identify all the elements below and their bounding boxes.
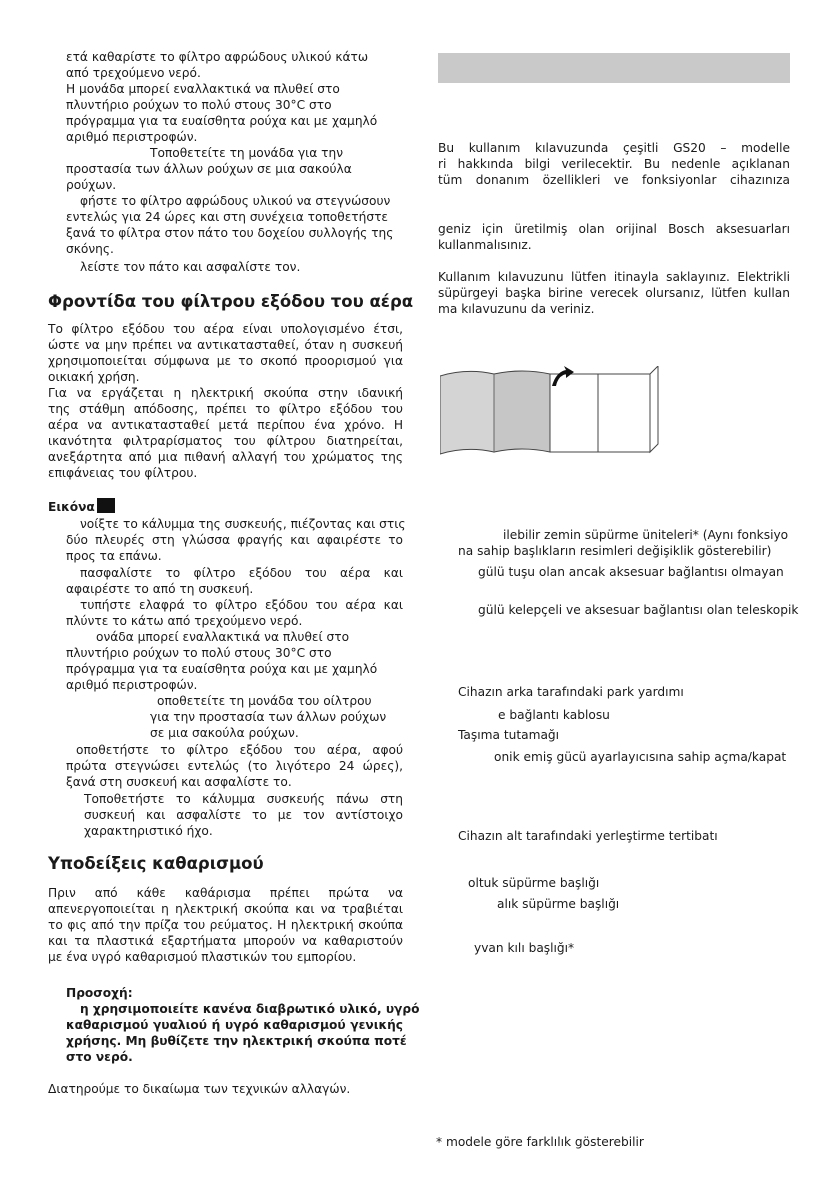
tr-list-item: alık süpürme başlığı	[497, 897, 620, 911]
tr-list-item: yvan kılı başlığı*	[474, 941, 575, 955]
step-line: αφαιρέστε το από τη συσκευή.	[66, 582, 254, 596]
step-line: πρώτα στεγνώσει εντελώς (το λιγότερο 24 ώρες),	[66, 759, 403, 773]
step-line: τυπήστε ελαφρά το φίλτρο εξόδου του αέρα και	[80, 598, 403, 612]
step-line: προς τα επάνω.	[66, 549, 162, 563]
step-line: πρόγραμμα για τα ευαίσθητα ρούχα και με χαμηλό	[66, 662, 378, 676]
paragraph-line: ώστε να μην πρέπει να αντικατασταθεί, όταν η συσκευή	[48, 338, 403, 352]
step-line: χαρακτηριστικό ήχο.	[84, 824, 213, 838]
step-line: Τοποθετήστε το κάλυμμα συσκευής πάνω στη	[84, 792, 403, 806]
paragraph-line: χρησιμοποιείται σύμφωνα με το σκοπό προορισμού για	[48, 354, 403, 368]
intro-line: πλυντήριο ρούχων το πολύ στους 30°C στο	[66, 98, 332, 112]
intro-line: από τρεχούμενο νερό.	[66, 66, 201, 80]
paragraph-line: αέρα να αντικατασταθεί μετά περίπου ένα χρόνο. Η	[48, 418, 403, 432]
intro-line: φήστε το φίλτρο αφρώδους υλικού να στεγνώσουν	[80, 194, 391, 208]
tr-list-item: Cihazın arka tarafındaki park yardımı	[458, 685, 684, 699]
tr-list-item: Taşıma tutamağı	[458, 728, 560, 742]
tr-paragraph-line: ma kılavuzunu da veriniz.	[438, 302, 595, 316]
section-heading-cleaning: Υποδείξεις καθαρισμού	[48, 854, 264, 873]
intro-line: αριθμό περιστροφών.	[66, 130, 198, 144]
tr-paragraph-line: geniz için üretilmiş olan orijinal Bosch aksesuarları	[438, 222, 790, 236]
paragraph-line: της στάθμη απόδοσης, πρέπει το φίλτρο εξόδου του	[48, 402, 403, 416]
tr-paragraph-line: tüm donanım özellikleri ve fonksiyonlar cihazınıza	[438, 173, 790, 187]
step-line: συσκευή και ασφαλίστε το με τον αντίστοιχο	[84, 808, 403, 822]
caution-line: στο νερό.	[66, 1050, 133, 1064]
tr-list-item: gülü kelepçeli ve aksesuar bağlantısı olan teleskopik	[478, 603, 799, 617]
tr-list-item: e bağlantı kablosu	[498, 708, 610, 722]
figure-number-box	[97, 498, 115, 513]
tr-paragraph-line: Kullanım kılavuzunu lütfen itinayla saklayınız. Elektrikli	[438, 270, 790, 284]
caution-title: Προσοχή:	[66, 986, 133, 1000]
step-line: πλύντε το κάτω από τρεχούμενο νερό.	[66, 614, 303, 628]
section-heading-air-filter: Φροντίδα του φίλτρου εξόδου του αέρα	[48, 292, 414, 311]
step-line: πλυντήριο ρούχων το πολύ στους 30°C στο	[66, 646, 332, 660]
paragraph-line: με ένα υγρό καθαρισμού πλαστικών του εμπορίου.	[48, 950, 357, 964]
step-line: για την προστασία των άλλων ρούχων	[150, 710, 387, 724]
intro-line: Η μονάδα μπορεί εναλλακτικά να πλυθεί στο	[66, 82, 340, 96]
paragraph-line: και τα πλαστικά εξαρτήματα μπορούν να καθαριστούν	[48, 934, 403, 948]
figure-label: Εικόνα	[48, 500, 95, 514]
paragraph-line: ανεξάρτητα από μια πιθανή αλλαγή του χρώματος της	[48, 450, 403, 464]
intro-line: Τοποθετείτε τη μονάδα για την	[150, 146, 344, 160]
paragraph-line: επιφάνειας του φίλτρου.	[48, 466, 198, 480]
intro-line: σκόνης.	[66, 242, 114, 256]
intro-line: λείστε τον πάτο και ασφαλίστε τον.	[80, 260, 301, 274]
paragraph-line: Το φίλτρο εξόδου του αέρα είναι υπολογισμένο έτσι,	[48, 322, 403, 336]
footer-note: Διατηρούμε το δικαίωμα των τεχνικών αλλαγών.	[48, 1082, 351, 1096]
intro-line: ξανά το φίλτρα στον πάτο του δοχείου συλλογής της	[66, 226, 394, 240]
paragraph-line: απενεργοποιείται η ηλεκτρική σκούπα και να τραβιέται	[48, 902, 403, 916]
step-line: αριθμό περιστροφών.	[66, 678, 198, 692]
intro-line: ετά καθαρίστε το φίλτρο αφρώδους υλικού κάτω	[66, 50, 369, 64]
paragraph-line: Πριν από κάθε καθάρισμα πρέπει πρώτα να	[48, 886, 403, 900]
intro-line: προστασία των άλλων ρούχων σε μια σακούλα	[66, 162, 352, 176]
tr-paragraph-line: süpürgeyi başka birine verecek olursanız, lütfen kullan	[438, 286, 790, 300]
tr-list-item: onik emiş gücü ayarlayıcısına sahip açma/kapat	[494, 750, 787, 764]
step-line: οποθετήστε το φίλτρο εξόδου του αέρα, αφού	[76, 743, 403, 757]
paragraph-line: Για να εργάζεται η ηλεκτρική σκούπα στην ιδανική	[48, 386, 403, 400]
intro-line: εντελώς για 24 ώρες και στη συνέχεια τοποθετήστε	[66, 210, 388, 224]
tr-list-item: na sahip başlıkların resimleri değişiklik gösterebilir)	[458, 544, 772, 558]
paragraph-line: ικανότητα φιλτραρίσματος του φίλτρου διατηρείται,	[48, 434, 403, 448]
step-line: οποθετείτε τη μονάδα του οίλτρου	[157, 694, 372, 708]
caution-line: καθαρισμού γυαλιού ή υγρό καθαρισμού γενικής	[66, 1018, 403, 1032]
step-line: νοίξτε το κάλυμμα της συσκευής, πιέζοντας και στις	[80, 517, 406, 531]
tr-list-item: ilebilir zemin süpürme üniteleri* (Aynı fonksiyo	[503, 528, 789, 542]
caution-line: η χρησιμοποιείτε κανένα διαβρωτικό υλικό, υγρό	[80, 1002, 420, 1016]
paragraph-line: το φις από την πρίζα του ρεύματος. Η ηλεκτρική σκούπα	[48, 918, 403, 932]
step-line: σε μια σακούλα ρούχων.	[150, 726, 299, 740]
intro-line: πρόγραμμα για τα ευαίσθητα ρούχα και με χαμηλό	[66, 114, 378, 128]
step-line: ονάδα μπορεί εναλλακτικά να πλυθεί στο	[96, 630, 350, 644]
tr-list-item: gülü tuşu olan ancak aksesuar bağlantısı olmayan	[478, 565, 784, 579]
tr-list-item: Cihazın alt tarafındaki yerleştirme tertibatı	[458, 829, 718, 843]
tr-paragraph-line: Bu kullanım kılavuzunda çeşitli GS20 – modelle	[438, 141, 790, 155]
tr-paragraph-line: kullanmalısınız.	[438, 238, 532, 252]
intro-line: ρούχων.	[66, 178, 117, 192]
tr-paragraph-line: ri hakkında bilgi verilecektir. Bu nedenle açıklanan	[438, 157, 790, 171]
fold-out-manual-illustration	[440, 366, 662, 458]
footnote: * modele göre farklılık gösterebilir	[436, 1135, 644, 1149]
paragraph-line: οικιακή χρήση.	[48, 370, 140, 384]
step-line: πασφαλίστε το φίλτρο εξόδου του αέρα και	[80, 566, 403, 580]
tr-list-item: oltuk süpürme başlığı	[468, 876, 600, 890]
step-line: δύο πλευρές στη γλώσσα φραγής και αφαιρέστε το	[66, 533, 403, 547]
step-line: ξανά στη συσκευή και ασφαλίστε το.	[66, 775, 292, 789]
header-bar	[438, 53, 790, 83]
caution-line: χρήσης. Μη βυθίζετε την ηλεκτρική σκούπα ποτέ	[66, 1034, 407, 1048]
